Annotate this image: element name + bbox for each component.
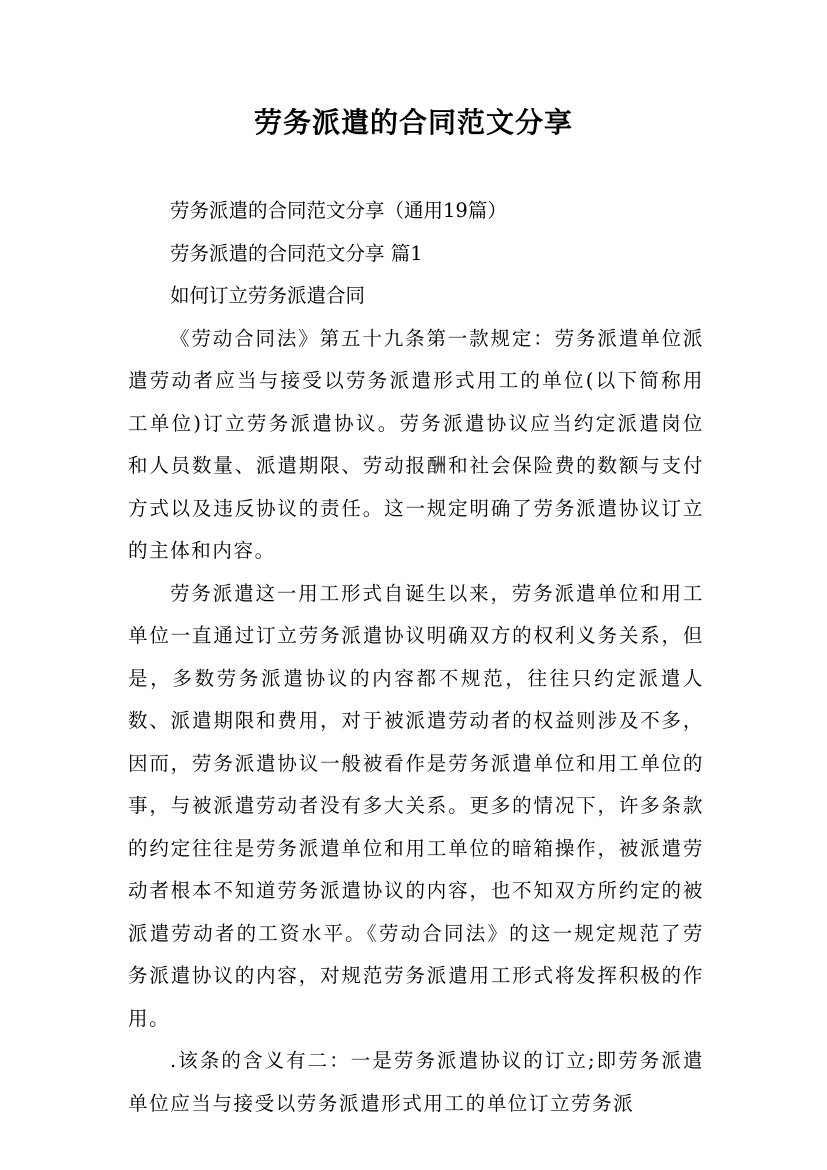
body-paragraph: 《劳动合同法》第五十九条第一款规定：劳务派遣单位派遣劳动者应当与接受以劳务派遣形式用工的单位(以下简称用工单位)订立劳务派遣协议。劳务派遣协议应当约定派遣岗位和人员数量、派遣期限、劳动报酬和社会保险费的数额与支付方式以及违反协议的责任。这一规定明确了劳务派遣协议订立的主体和内容。 xyxy=(128,326,704,562)
body-paragraph: .该条的含义有二：一是劳务派遣协议的订立;即劳务派遣单位应当与接受以劳务派遣形式用工的单位订立劳务派 xyxy=(128,1049,704,1115)
document-body xyxy=(128,190,704,1125)
document-subtitle: 劳务派遣的合同范文分享（通用19篇） xyxy=(170,199,507,222)
section-heading: 劳务派遣的合同范文分享 篇1 xyxy=(170,241,423,265)
document-title: 劳务派遣的合同范文分享 xyxy=(253,106,573,139)
body-paragraph: 劳务派遣这一用工形式自诞生以来，劳务派遣单位和用工单位一直通过订立劳务派遣协议明确双方的权利义务关系，但是，多数劳务派遣协议的内容都不规范，往往只约定派遣人数、派遣期限和费用，对于被派遣劳动者的权益则涉及不多，因而，劳务派遣协议一般被看作是劳务派遣单位和用工单位的事，与被派遣劳动者没有多大关系。更多的情况下，许多条款的约定往往是劳务派遣单位和用工单位的暗箱操作，被派遣劳动者根本不知道劳务派遣协议的内容，也不知双方所约定的被派遣劳动者的工资水平。《劳动合同法》的这一规定规范了劳务派遣协议的内容，对规范劳务派遣用工形式将发挥积极的作用。 xyxy=(128,581,704,1030)
topic-heading: 如何订立劳务派遣合同 xyxy=(170,284,366,307)
